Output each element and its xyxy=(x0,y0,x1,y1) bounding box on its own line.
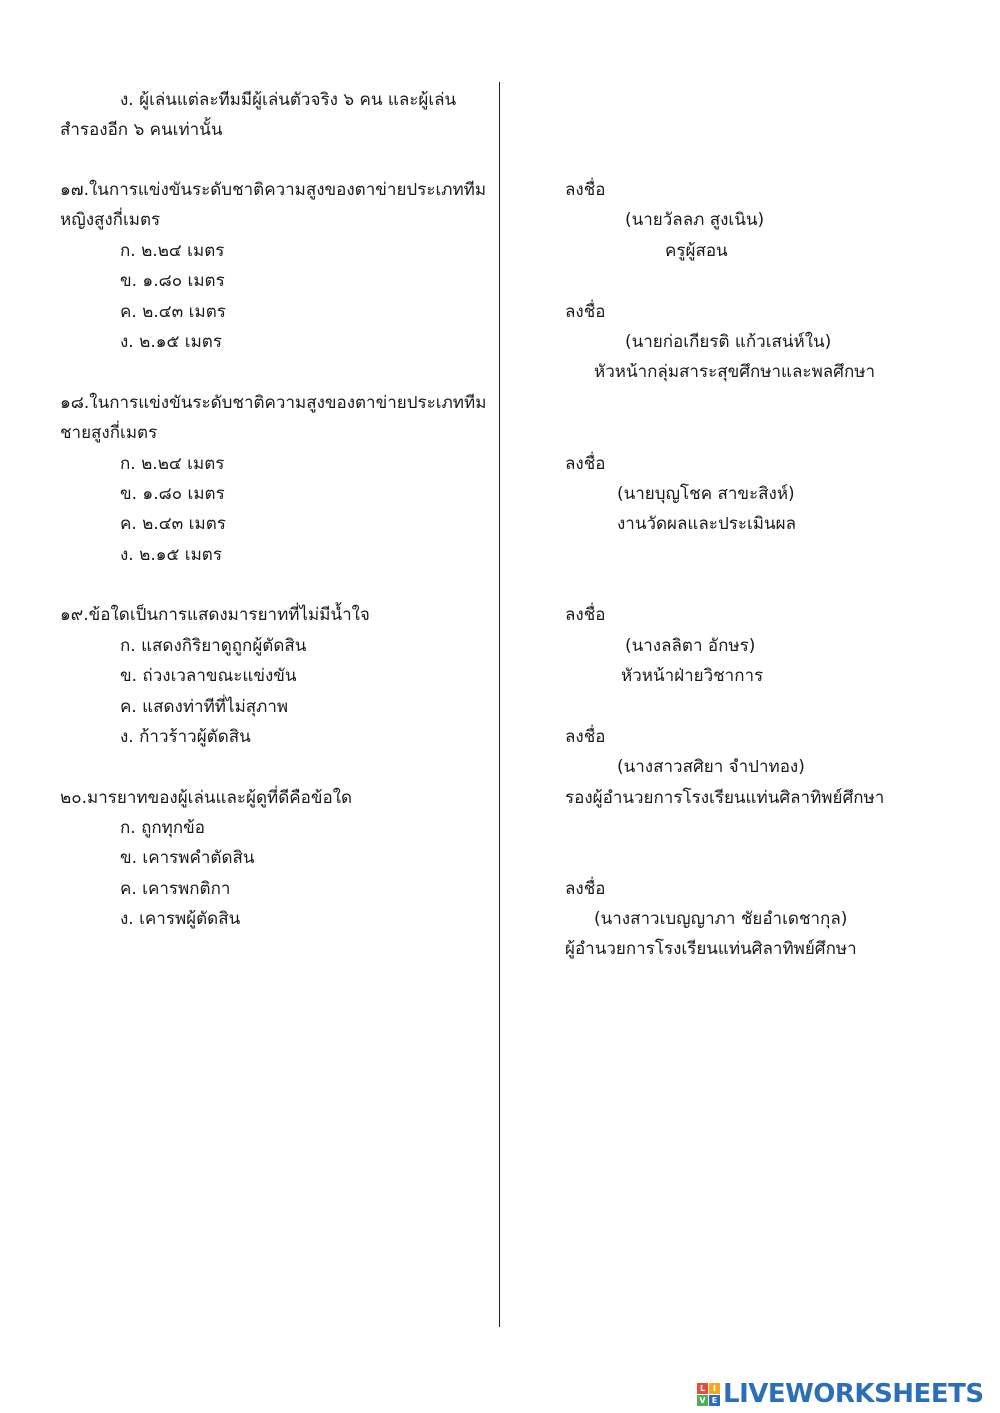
logo-text: LIVEWORKSHEETS xyxy=(723,1379,984,1409)
signer-position: ครูผู้สอน xyxy=(665,241,728,261)
signer-name: (นายบุญโชค สาขะสิงห์) xyxy=(617,484,795,504)
signer-name: (นางสาวสศิยา จำปาทอง) xyxy=(617,757,805,777)
q19-question-line1: ๑๙.ข้อใดเป็นการแสดงมารยาทที่ไม่มีน้ำใจ xyxy=(60,605,370,625)
q18-option-d[interactable]: ง. ๒.๑๕ เมตร xyxy=(120,545,222,565)
logo-tile-l: L xyxy=(697,1383,708,1394)
signer-position: งานวัดผลและประเมินผล xyxy=(617,514,797,534)
signer-name: (นางลลิตา อักษร) xyxy=(625,636,756,656)
signer-position: ผู้อำนวยการโรงเรียนแท่นศิลาทิพย์ศึกษา xyxy=(565,939,857,959)
q18-question-line2: ชายสูงกี่เมตร xyxy=(60,423,158,443)
q18-option-b[interactable]: ข. ๑.๘๐ เมตร xyxy=(120,484,225,504)
q20-option-d[interactable]: ง. เคารพผู้ตัดสิน xyxy=(120,909,241,929)
q18-question-line1: ๑๘.ในการแข่งขันระดับชาติความสูงของตาข่ายประเภททีม xyxy=(60,393,487,413)
sign-label: ลงชื่อ xyxy=(565,302,606,322)
logo-tile-v: V xyxy=(697,1395,708,1406)
q19-option-d[interactable]: ง. ก้าวร้าวผู้ตัดสิน xyxy=(120,727,251,747)
q18-option-c[interactable]: ค. ๒.๔๓ เมตร xyxy=(120,514,226,534)
signer-name: (นางสาวเบญญาภา ชัยอำเดชากุล) xyxy=(594,909,848,929)
signer-position: หัวหน้าฝ่ายวิชาการ xyxy=(621,666,764,686)
q20-option-a[interactable]: ก. ถูกทุกข้อ xyxy=(120,818,206,838)
q20-question-line1: ๒๐.มารยาทของผู้เล่นและผู้ดูที่ดีคือข้อใด xyxy=(60,788,353,808)
logo-tile-e: E xyxy=(709,1395,720,1406)
signer-name: (นายวัลลภ สูงเนิน) xyxy=(625,210,765,230)
q19-option-a[interactable]: ก. แสดงกิริยาดูถูกผู้ตัดสิน xyxy=(120,636,307,656)
q17-option-a[interactable]: ก. ๒.๒๔ เมตร xyxy=(120,241,225,261)
q20-option-c[interactable]: ค. เคารพกติกา xyxy=(120,879,231,899)
sign-label: ลงชื่อ xyxy=(565,727,606,747)
q20-option-b[interactable]: ข. เคารพคำตัดสิน xyxy=(120,848,255,868)
sign-label: ลงชื่อ xyxy=(565,180,606,200)
q18-option-a[interactable]: ก. ๒.๒๔ เมตร xyxy=(120,454,225,474)
logo-mark-icon xyxy=(697,1383,720,1406)
signer-position: หัวหน้ากลุ่มสาระสุขศึกษาและพลศึกษา xyxy=(594,362,876,382)
signer-position: รองผู้อำนวยการโรงเรียนแท่นศิลาทิพย์ศึกษา xyxy=(565,788,885,808)
q19-option-b[interactable]: ข. ถ่วงเวลาขณะแข่งขัน xyxy=(120,666,297,686)
liveworksheets-logo[interactable] xyxy=(697,1380,984,1408)
sign-label: ลงชื่อ xyxy=(565,879,606,899)
logo-tile-i: I xyxy=(709,1383,720,1394)
signer-name: (นายก่อเกียรติ แก้วเสน่ห์ใน) xyxy=(625,332,832,352)
sign-label: ลงชื่อ xyxy=(565,454,606,474)
q16-option-d-line1: ง. ผู้เล่นแต่ละทีมมีผู้เล่นตัวจริง ๖ คน และผู้เล่น xyxy=(120,90,457,110)
sign-label: ลงชื่อ xyxy=(565,605,606,625)
q17-option-b[interactable]: ข. ๑.๘๐ เมตร xyxy=(120,271,225,291)
q16-option-d-line2: สำรองอีก ๖ คนเท่านั้น xyxy=(60,120,223,140)
q17-option-d[interactable]: ง. ๒.๑๕ เมตร xyxy=(120,332,222,352)
q19-option-c[interactable]: ค. แสดงท่าทีที่ไม่สุภาพ xyxy=(120,697,289,717)
q17-option-c[interactable]: ค. ๒.๔๓ เมตร xyxy=(120,302,226,322)
q17-question-line2: หญิงสูงกี่เมตร xyxy=(60,210,161,230)
column-divider xyxy=(499,82,500,1327)
q17-question-line1: ๑๗.ในการแข่งขันระดับชาติความสูงของตาข่ายประเภททีม xyxy=(60,180,487,200)
